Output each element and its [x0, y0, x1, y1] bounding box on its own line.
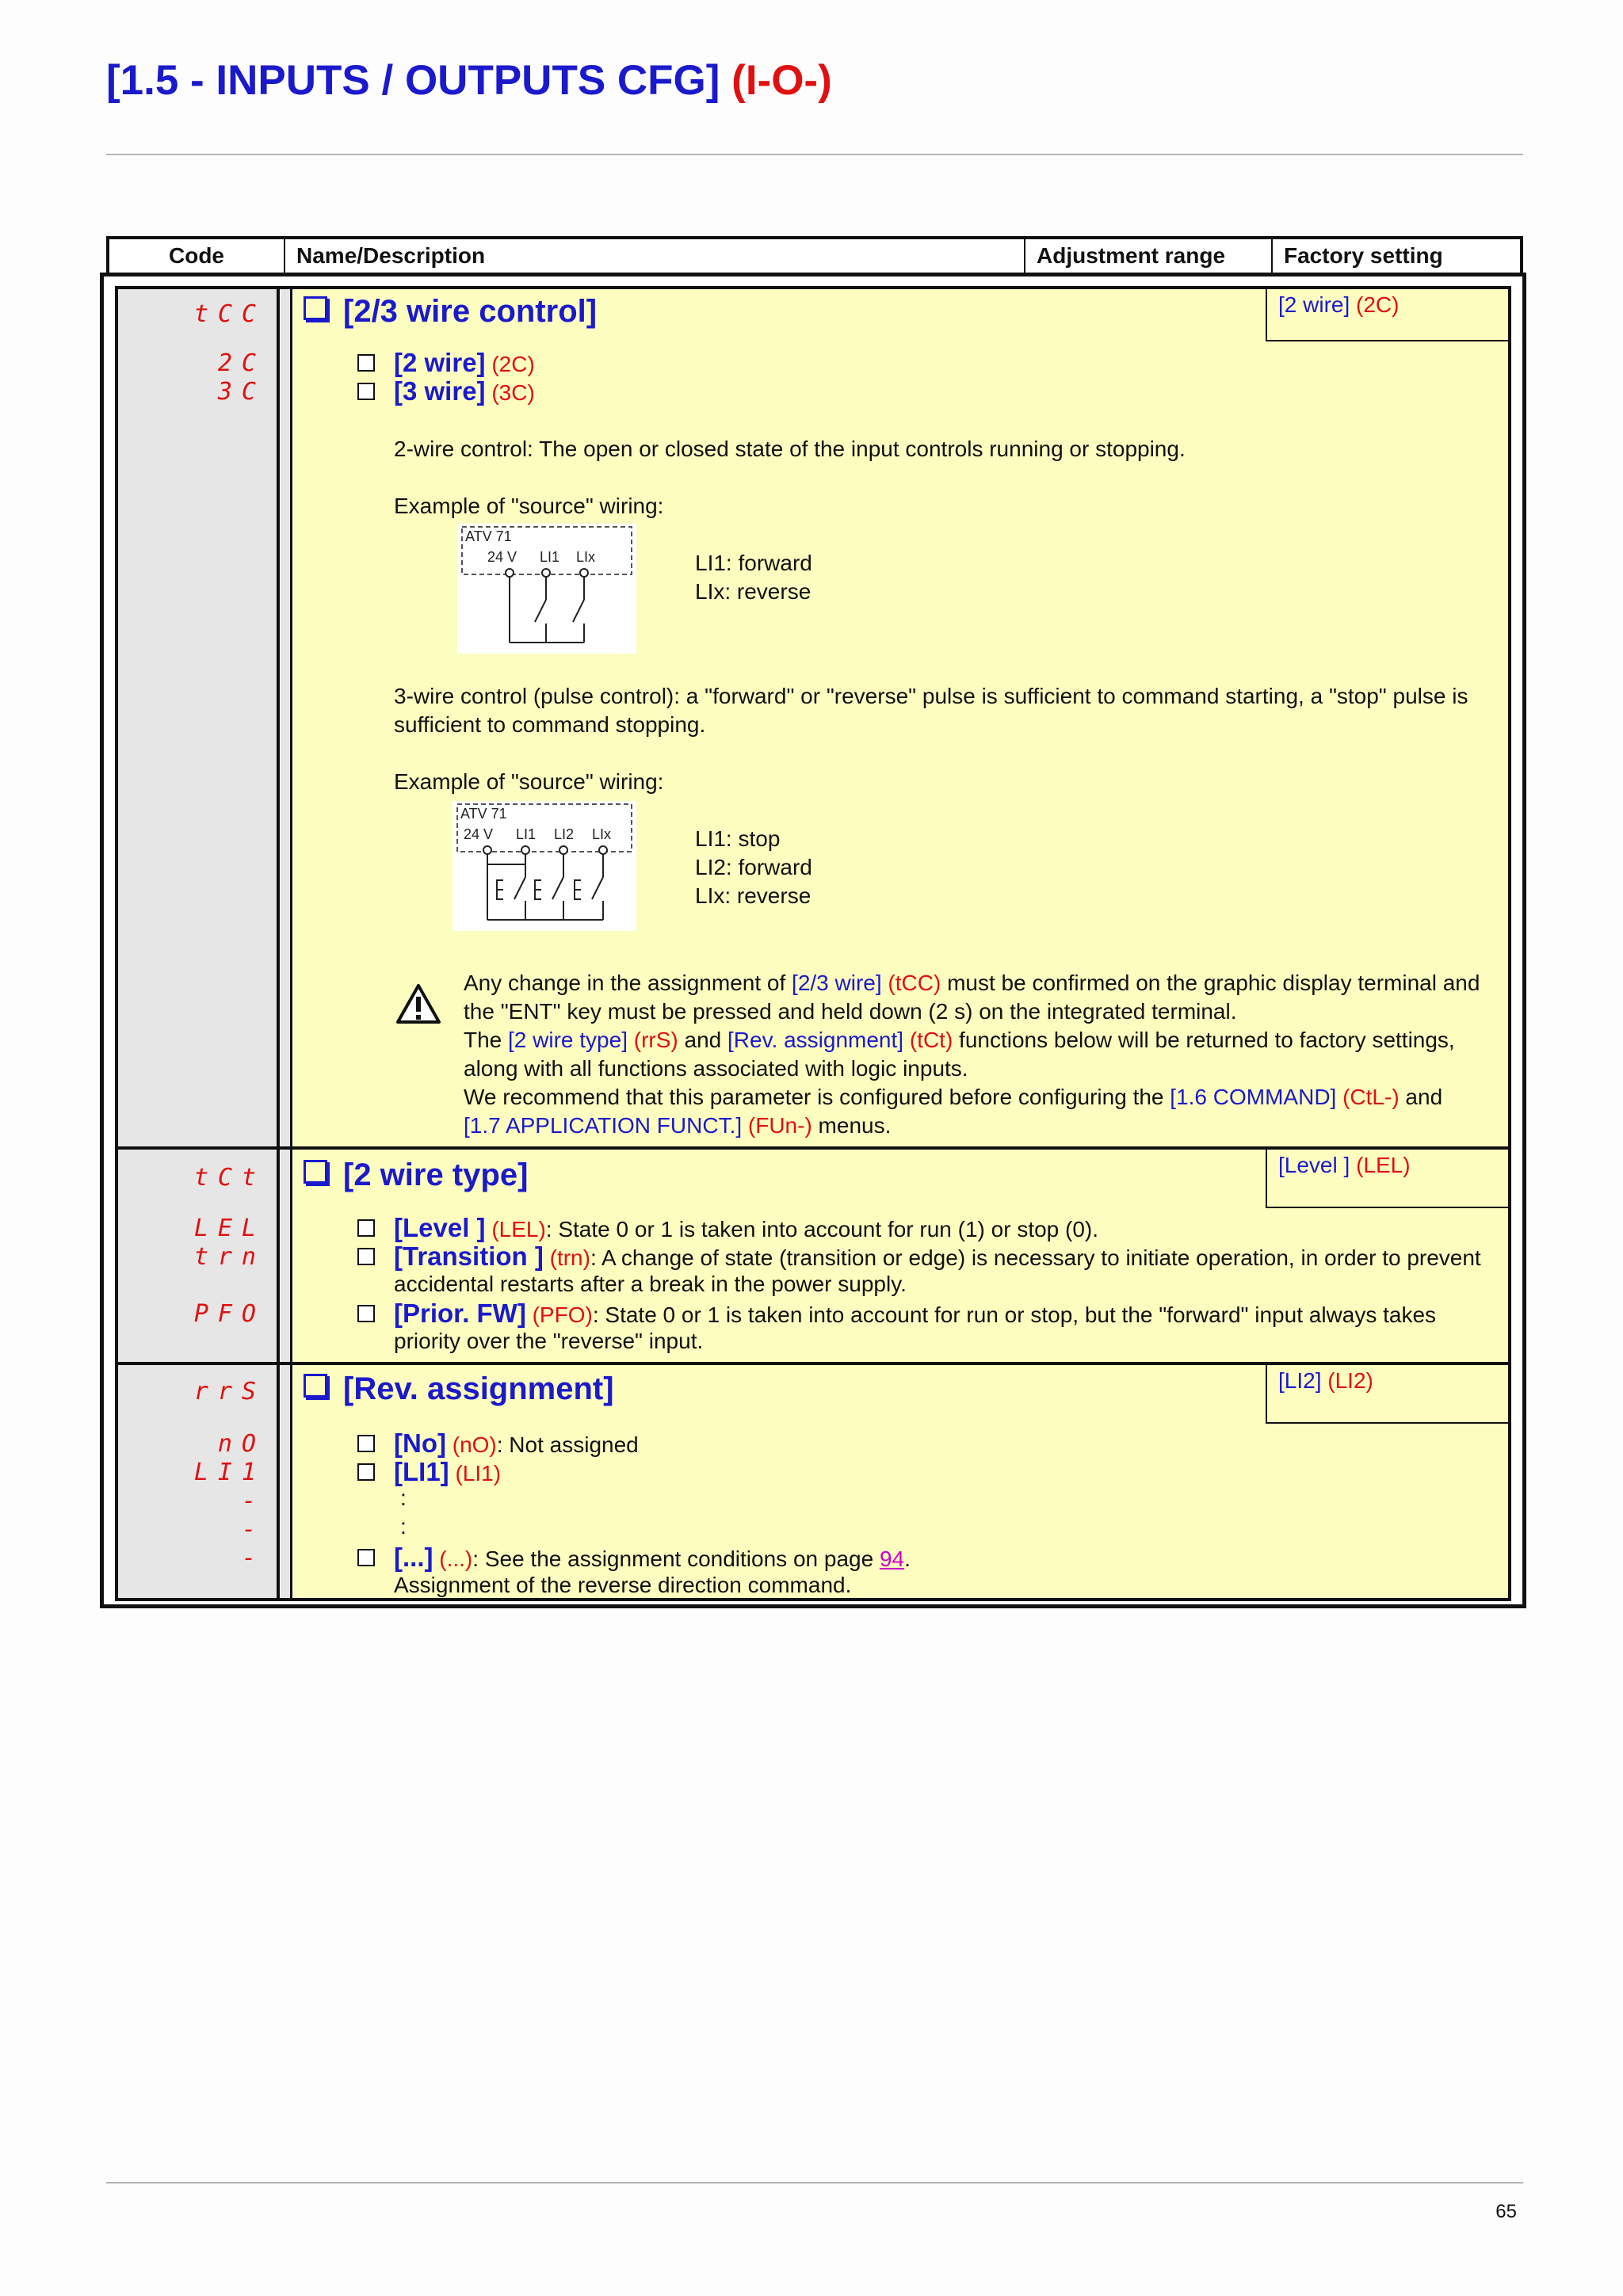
diagram-title: ATV 71	[465, 528, 512, 544]
page-title	[106, 55, 832, 106]
code-trn: trn	[193, 1243, 265, 1271]
header-code: Code	[109, 239, 285, 273]
param-body: [2/3 wire control] [2 wire] (2C) [2 wire] (2C) [3 wire] (3C) 2-wire control: The open or closed state of the input controls running or stopping. Example of "source" wiring: ATV 71 24 V LI1 LIx LI1: forward LIx: reverse 3-wire control (pulse control): a "forward" or "reverse" pulse is sufficient to command starting, a "stop" pulse is sufficient to command stopping. Example of "source" wiring: ATV 71 24 V LI1 LI2 LIx LI1: stop LI2: forward LIx: reverse Any change in the assignment of [2/3 wire] (tCC) must be confirmed on the graphic display terminal and the "ENT" key must be pressed and held down (2 s) on the integrated terminal. The [2 wire type] (rrS) and [Rev. assignment] (tCt) functions below will be returned to factory settings, along with all functions associated with logic inputs. We recommend that this parameter is configured before configuring the [1.6 COMMAND] (CtL-) and [1.7 APPLICATION FUNCT.] (FUn-) menus.	[294, 289, 1508, 1146]
table-header	[106, 236, 1523, 276]
three-wire-description: 3-wire control (pulse control): a "forward" or "reverse" pulse is sufficient to command starting, a "stop" pulse is sufficient to command stopping.	[394, 684, 1468, 737]
factory-setting-rrs: [LI2] (LI2)	[1266, 1365, 1508, 1424]
code-tct: tCt	[193, 1164, 265, 1192]
two-wire-description: 2-wire control: The open or closed state of the input controls running or stopping.	[394, 437, 1186, 461]
code-2c: 2C	[217, 349, 265, 377]
code-tcc: tCC	[193, 300, 265, 328]
page-link[interactable]: 94	[879, 1547, 905, 1571]
factory-setting-tct: [Level ] (LEL)	[1266, 1150, 1508, 1208]
terminal-label: 24 V	[487, 549, 517, 565]
checkbox-icon	[357, 354, 375, 372]
terminal-label: LIx	[592, 826, 612, 842]
param-section-tcc	[115, 286, 1511, 1150]
page-title-code: (I-O-)	[731, 57, 832, 104]
param-checkbox-icon	[304, 1374, 327, 1398]
header-range: Adjustment range	[1025, 239, 1273, 273]
checkbox-icon	[357, 1463, 375, 1481]
warning-text: Any change in the assignment of [2/3 wire] (tCC) must be confirmed on the graphic display terminal and the "ENT" key must be pressed and held down (2 s) on the integrated terminal. The [2 wire type] (rrS) and [Rev. assignment] (tCt) functions below will be returned to factory settings, along with all functions associated with logic inputs. We recommend that this parameter is configured before configuring the [1.6 COMMAND] (CtL-) and [1.7 APPLICATION FUNCT.] (FUn-) menus.	[464, 971, 1480, 1138]
checkbox-icon	[357, 1248, 375, 1265]
checkbox-icon	[357, 1549, 375, 1566]
checkbox-icon	[357, 1219, 375, 1237]
param-checkbox-icon	[304, 1160, 327, 1184]
code-dash: -	[241, 1487, 265, 1515]
example-label-2: Example of "source" wiring:	[394, 769, 664, 794]
param-body: [2 wire type] [Level ] (LEL) [Level ] (LEL): State 0 or 1 is taken into account for run (1) or stop (0). [Transition ] (trn): A change of state (transition or edge) is necessary to initiate operation, in order to prevent accidental restarts after a break in the power supply. [Prior. FW] (PFO): State 0 or 1 is taken into account for run or stop, but the "forward" input always takes priority over the "reverse" input.	[294, 1150, 1508, 1362]
factory-setting-tcc: [2 wire] (2C)	[1266, 289, 1508, 341]
diagram-title: ATV 71	[460, 806, 507, 822]
code-dash: -	[241, 1516, 265, 1543]
code-3c: 3C	[217, 378, 265, 406]
terminal-label: LI2	[554, 826, 575, 842]
three-wire-diagram	[453, 801, 636, 931]
param-name-rrs: [Rev. assignment]	[304, 1371, 614, 1407]
header-name: Name/Description	[285, 239, 1025, 273]
three-wire-legend: LI1: stop LI2: forward LIx: reverse	[695, 826, 812, 908]
checkbox-icon	[357, 383, 375, 400]
code-no: nO	[217, 1430, 265, 1458]
ellipsis-mark: :	[400, 1486, 407, 1510]
code-rrs: rrS	[193, 1378, 265, 1405]
checkbox-icon	[357, 1435, 375, 1452]
param-checkbox-icon	[304, 296, 327, 320]
checkbox-icon	[357, 1305, 375, 1322]
code-dash: -	[241, 1544, 265, 1572]
code-pfo: PFO	[193, 1300, 265, 1328]
param-section-rrs	[115, 1362, 1511, 1601]
page-title-main: [1.5 - INPUTS / OUTPUTS CFG]	[106, 57, 720, 104]
parameter-table	[100, 273, 1526, 1608]
ellipsis-mark: :	[400, 1514, 407, 1539]
terminal-label: LI1	[516, 826, 537, 842]
code-lel: LEL	[193, 1215, 265, 1242]
param-name-tct: [2 wire type]	[304, 1158, 528, 1193]
terminal-label: LIx	[576, 549, 596, 565]
param-name-tcc: [2/3 wire control]	[304, 294, 597, 330]
param-body: [Rev. assignment] [LI2] (LI2) [No] (nO): Not assigned [LI1] (LI1) : : [...] (...): See the assignment conditions on page 94. Assignment of the reverse direction command.	[294, 1365, 1508, 1598]
code-li1: LI1	[193, 1459, 265, 1486]
terminal-label: 24 V	[464, 826, 494, 842]
code-column	[118, 289, 280, 1146]
header-factory: Factory setting	[1284, 243, 1443, 268]
two-wire-diagram	[457, 524, 636, 654]
rrs-footer: Assignment of the reverse direction command.	[394, 1573, 852, 1597]
terminal-label: LI1	[540, 549, 560, 565]
header-rule	[106, 154, 1523, 155]
page-number: 65	[1495, 2201, 1517, 2222]
code-column	[118, 1150, 280, 1362]
param-section-tct	[115, 1146, 1511, 1365]
example-label: Example of "source" wiring:	[394, 494, 664, 518]
two-wire-legend: LI1: forward LIx: reverse	[695, 551, 812, 604]
warning-icon	[395, 983, 441, 1024]
code-column	[118, 1365, 280, 1598]
footer-rule	[106, 2182, 1523, 2183]
